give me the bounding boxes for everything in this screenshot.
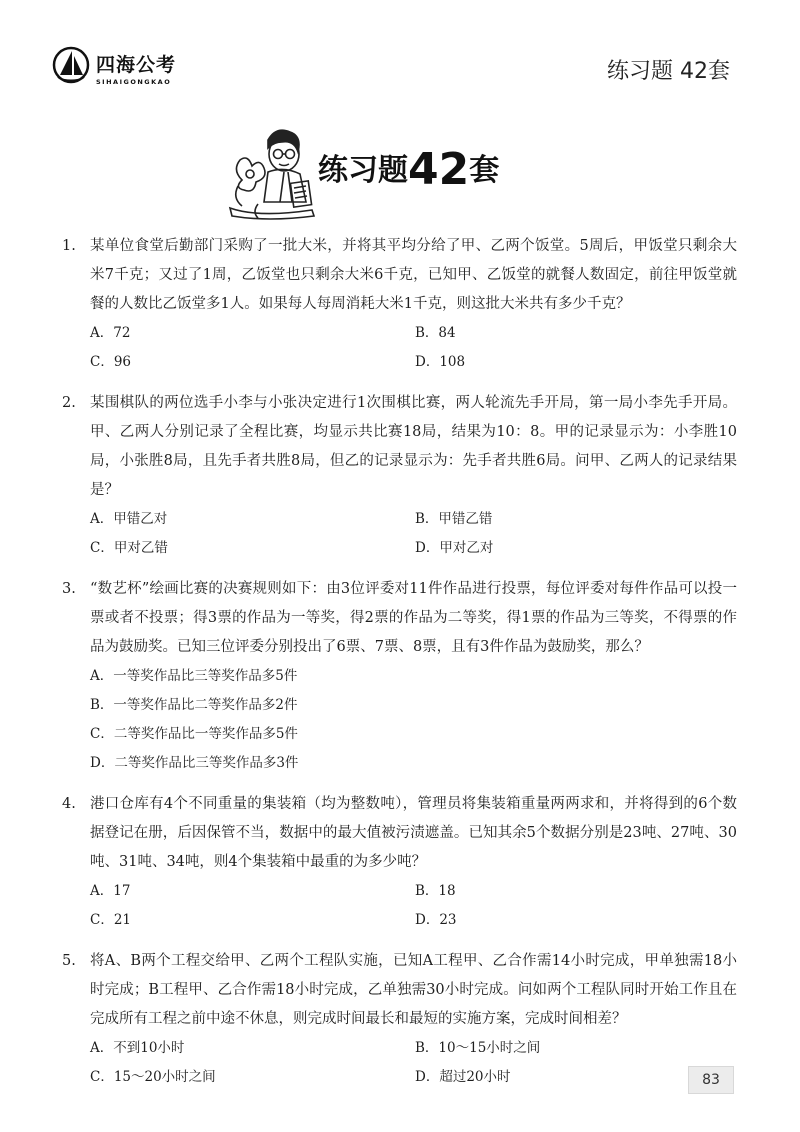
question-number: 4. — [62, 796, 76, 812]
option-c: C．甲对乙错 — [90, 540, 168, 556]
option-d: D．108 — [415, 354, 466, 370]
question-number: 2. — [62, 395, 76, 411]
logo-chinese-text: 四海公考 — [96, 54, 177, 76]
options — [62, 319, 737, 377]
option-a: A．甲错乙对 — [90, 511, 168, 527]
options — [62, 662, 737, 778]
options — [62, 877, 737, 935]
brand-logo — [52, 46, 176, 86]
option-a: A．一等奖作品比三等奖作品多5件 — [90, 668, 298, 684]
question-2 — [62, 389, 737, 563]
question-number: 3. — [62, 581, 76, 597]
question-1 — [62, 232, 737, 377]
question-5 — [62, 947, 737, 1092]
question-text: 将A、B两个工程交给甲、乙两个工程队实施，已知A工程甲、乙合作需14小时完成，甲单独需18小时完成；B工程甲、乙合作需18小时完成，乙单独需30小时完成。问如两个工程队同时开始工作且在完成所有工程之前中途不休息，则完成时间最长和最短的实施方案，完成时间相差？ — [90, 953, 737, 1027]
logo-english-text: SIHAIGONGKAO — [96, 78, 172, 86]
title-suffix: 套 — [469, 153, 500, 188]
title-prefix: 练习题 — [318, 153, 408, 188]
title-number: 42 — [408, 144, 470, 195]
option-c: C．二等奖作品比一等奖作品多5件 — [90, 726, 298, 742]
page-number: 83 — [688, 1066, 734, 1094]
option-c: C．15～20小时之间 — [90, 1069, 216, 1085]
option-b: B．甲错乙错 — [415, 511, 493, 527]
option-d: D．二等奖作品比三等奖作品多3件 — [90, 755, 299, 771]
option-b: B．一等奖作品比二等奖作品多2件 — [90, 697, 298, 713]
page-title — [318, 144, 499, 195]
header-title: 练习题 42套 — [607, 59, 730, 84]
question-text: “数艺杯”绘画比赛的决赛规则如下：由3位评委对11件作品进行投票，每位评委对每件作品可以投一票或者不投票；得3票的作品为一等奖，得2票的作品为二等奖，得1票的作品为三等奖，不得票的作品为鼓励奖。已知三位评委分别投出了6票、7票、8票，且有3件作品为鼓励奖，那么？ — [90, 581, 737, 655]
options — [62, 505, 737, 563]
option-c: C．96 — [90, 354, 132, 370]
question-number: 1. — [62, 238, 76, 254]
question-text: 港口仓库有4个不同重量的集装箱（均为整数吨），管理员将集装箱重量两两求和，并将得到的6个数据登记在册，后因保管不当，数据中的最大值被污渍遮盖。已知其余5个数据分别是23吨、27吨、30吨、31吨、34吨，则4个集装箱中最重的为多少吨？ — [90, 796, 737, 870]
option-c: C．21 — [90, 912, 132, 928]
option-b: B．84 — [415, 325, 456, 341]
option-d: D．23 — [415, 912, 457, 928]
option-a: A．不到10小时 — [90, 1040, 185, 1056]
question-text: 某单位食堂后勤部门采购了一批大米，并将其平均分给了甲、乙两个饭堂。5周后，甲饭堂只剩余大米7千克；又过了1周，乙饭堂也只剩余大米6千克，已知甲、乙饭堂的就餐人数固定，前往甲饭堂就餐的人数比乙饭堂多1人。如果每人每周消耗大米1千克，则这批大米共有多少千克？ — [90, 238, 737, 312]
option-b: B．10～15小时之间 — [415, 1040, 541, 1056]
teacher-cartoon-icon — [228, 122, 320, 222]
option-b: B．18 — [415, 883, 456, 899]
option-d: D．超过20小时 — [415, 1069, 511, 1085]
option-a: A．17 — [90, 883, 131, 899]
option-a: A．72 — [90, 325, 131, 341]
option-d: D．甲对乙对 — [415, 540, 494, 556]
title-banner — [228, 122, 568, 222]
question-list — [62, 232, 737, 1104]
page-header — [52, 40, 730, 100]
question-number: 5. — [62, 953, 76, 969]
options — [62, 1034, 737, 1092]
question-4 — [62, 790, 737, 935]
sailboat-logo-icon — [52, 46, 90, 84]
question-text: 某围棋队的两位选手小李与小张决定进行1次围棋比赛，两人轮流先手开局，第一局小李先手开局。甲、乙两人分别记录了全程比赛，均显示共比赛18局，结果为10：8。甲的记录显示为：小李胜10局，小张胜8局，且先手者共胜8局，但乙的记录显示为：先手者共胜6局。问甲、乙两人的记录结果是？ — [90, 395, 737, 498]
question-3 — [62, 575, 737, 778]
